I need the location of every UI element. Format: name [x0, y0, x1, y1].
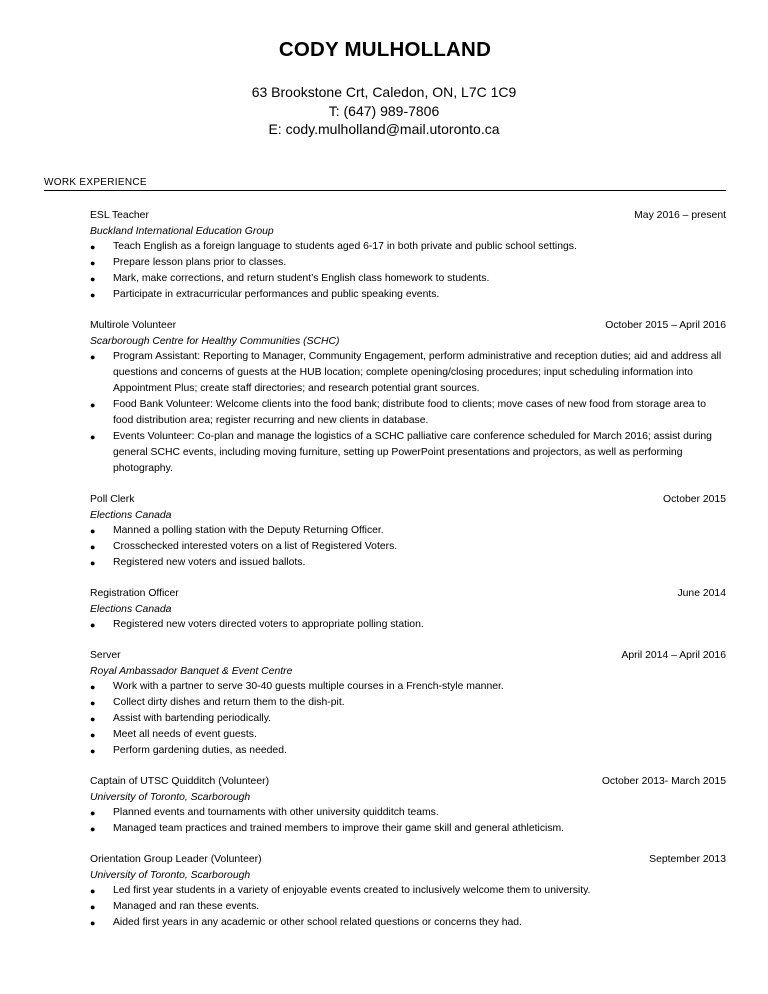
- job-title: Multirole Volunteer: [90, 320, 177, 331]
- duty-text: Assist with bartending periodically.: [113, 713, 272, 724]
- duty-text: Program Assistant: Reporting to Manager, Community Engagement, perform administrative and reception duties; aid and address all questions and concerns of guests at the HUB location; complete opening/closing procedures; input scheduling information into Appointment Plus; create staff directories; and research potential grant sources.: [113, 351, 722, 394]
- duty-item: [90, 349, 726, 397]
- duty-item: [90, 255, 726, 271]
- bullet-icon: ●: [90, 274, 96, 284]
- duty-text: Food Bank Volunteer: Welcome clients into the food bank; distribute food to clients; move cases of new food from storage area to food distribution area; register recurring and new clients in database.: [113, 399, 706, 426]
- bullet-icon: ●: [90, 824, 96, 834]
- duty-text: Teach English as a foreign language to students aged 6-17 in both private and public school settings.: [113, 241, 577, 252]
- job-date: October 2015 – April 2016: [605, 320, 726, 331]
- bullet-icon: ●: [90, 290, 96, 300]
- duty-text: Manned a polling station with the Deputy Returning Officer.: [113, 525, 384, 536]
- job-title: ESL Teacher: [90, 210, 149, 221]
- job-organization: Scarborough Centre for Healthy Communities (SCHC): [90, 336, 340, 347]
- duty-item: [90, 539, 726, 555]
- bullet-icon: ●: [90, 714, 96, 724]
- duty-text: Mark, make corrections, and return student’s English class homework to students.: [113, 273, 490, 284]
- job-header: [90, 774, 726, 790]
- job-header: [90, 208, 726, 224]
- bullet-icon: ●: [90, 400, 96, 410]
- duty-item: [90, 711, 726, 727]
- duty-item: [90, 397, 726, 429]
- bullet-icon: ●: [90, 698, 96, 708]
- duty-text: Led first year students in a variety of enjoyable events created to inclusively welcome them to university.: [113, 885, 591, 896]
- duty-item: [90, 821, 726, 837]
- job-date: May 2016 – present: [634, 210, 726, 221]
- work-experience-list: [90, 208, 726, 946]
- job-entry: [90, 208, 726, 303]
- address: 63 Brookstone Crt, Caledon, ON, L7C 1C9: [251, 84, 517, 100]
- bullet-icon: ●: [90, 352, 96, 362]
- duty-text: Planned events and tournaments with other university quidditch teams.: [113, 807, 439, 818]
- phone: T: (647) 989-7806: [328, 102, 440, 119]
- job-header: [90, 492, 726, 508]
- job-organization: University of Toronto, Scarborough: [90, 792, 251, 803]
- job-header: [90, 852, 726, 868]
- job-entry: [90, 852, 726, 931]
- bullet-icon: ●: [90, 526, 96, 536]
- job-duties: [90, 805, 726, 837]
- bullet-icon: ●: [90, 918, 96, 928]
- duty-item: [90, 555, 726, 571]
- duty-item: [90, 743, 726, 759]
- job-date: October 2013- March 2015: [601, 776, 726, 787]
- bullet-icon: ●: [90, 558, 96, 568]
- job-date: June 2014: [677, 588, 726, 599]
- job-entry: [90, 318, 726, 477]
- job-entry: [90, 774, 726, 837]
- resume-header: [0, 38, 768, 139]
- contact-info: [0, 83, 768, 139]
- job-duties: [90, 349, 726, 477]
- job-organization: Buckland International Education Group: [90, 226, 274, 237]
- job-organization: Elections Canada: [90, 604, 172, 615]
- duty-text: Registered new voters and issued ballots.: [113, 557, 306, 568]
- duty-text: Collect dirty dishes and return them to the dish-pit.: [113, 697, 345, 708]
- duty-text: Managed and ran these events.: [113, 901, 260, 912]
- job-title: Captain of UTSC Quidditch (Volunteer): [90, 776, 270, 787]
- section-title-work-experience: WORK EXPERIENCE: [44, 177, 726, 191]
- bullet-icon: ●: [90, 542, 96, 552]
- job-title: Orientation Group Leader (Volunteer): [90, 854, 262, 865]
- duty-item: [90, 883, 726, 899]
- job-organization: Royal Ambassador Banquet & Event Centre: [90, 666, 293, 677]
- bullet-icon: ●: [90, 886, 96, 896]
- duty-text: Participate in extracurricular performances and public speaking events.: [113, 289, 440, 300]
- job-title: Poll Clerk: [90, 494, 135, 505]
- duty-text: Prepare lesson plans prior to classes.: [113, 257, 287, 268]
- job-entry: [90, 586, 726, 633]
- bullet-icon: ●: [90, 808, 96, 818]
- duty-item: [90, 239, 726, 255]
- bullet-icon: ●: [90, 432, 96, 442]
- duty-item: [90, 271, 726, 287]
- job-header: [90, 318, 726, 334]
- job-date: October 2015: [663, 494, 726, 505]
- bullet-icon: ●: [90, 730, 96, 740]
- email: E: cody.mulholland@mail.utoronto.ca: [268, 121, 500, 137]
- bullet-icon: ●: [90, 620, 96, 630]
- duty-item: [90, 805, 726, 821]
- duty-text: Managed team practices and trained members to improve their game skill and general athleticism.: [113, 823, 565, 834]
- bullet-icon: ●: [90, 682, 96, 692]
- duty-item: [90, 899, 726, 915]
- job-title: Server: [90, 650, 121, 661]
- job-entry: [90, 492, 726, 571]
- duty-text: Aided first years in any academic or other school related questions or concerns they had.: [113, 917, 522, 928]
- duty-item: [90, 617, 726, 633]
- duty-item: [90, 523, 726, 539]
- duty-text: Meet all needs of event guests.: [113, 729, 257, 740]
- bullet-icon: ●: [90, 258, 96, 268]
- job-title: Registration Officer: [90, 588, 179, 599]
- job-duties: [90, 679, 726, 759]
- job-header: [90, 648, 726, 664]
- job-organization: University of Toronto, Scarborough: [90, 870, 251, 881]
- applicant-name: CODY MULHOLLAND: [278, 38, 492, 61]
- bullet-icon: ●: [90, 902, 96, 912]
- job-duties: [90, 883, 726, 931]
- duty-text: Crosschecked interested voters on a list of Registered Voters.: [113, 541, 398, 552]
- job-duties: [90, 617, 726, 633]
- job-date: September 2013: [649, 854, 726, 865]
- job-duties: [90, 239, 726, 303]
- duty-item: [90, 915, 726, 931]
- job-header: [90, 586, 726, 602]
- duty-text: Perform gardening duties, as needed.: [113, 745, 287, 756]
- bullet-icon: ●: [90, 242, 96, 252]
- duty-item: [90, 679, 726, 695]
- job-organization: Elections Canada: [90, 510, 172, 521]
- duty-item: [90, 727, 726, 743]
- job-duties: [90, 523, 726, 571]
- bullet-icon: ●: [90, 746, 96, 756]
- job-entry: [90, 648, 726, 759]
- job-date: April 2014 – April 2016: [621, 650, 726, 661]
- duty-text: Events Volunteer: Co-plan and manage the logistics of a SCHC palliative care conference scheduled for March 2016; assist during general SCHC events, including moving furniture, setting up PowerPoint presentations and projectors, as well as performing photography.: [113, 431, 712, 474]
- duty-item: [90, 429, 726, 477]
- duty-item: [90, 695, 726, 711]
- duty-item: [90, 287, 726, 303]
- duty-text: Work with a partner to serve 30-40 guests multiple courses in a French-style manner.: [113, 681, 504, 692]
- duty-text: Registered new voters directed voters to appropriate polling station.: [113, 619, 424, 630]
